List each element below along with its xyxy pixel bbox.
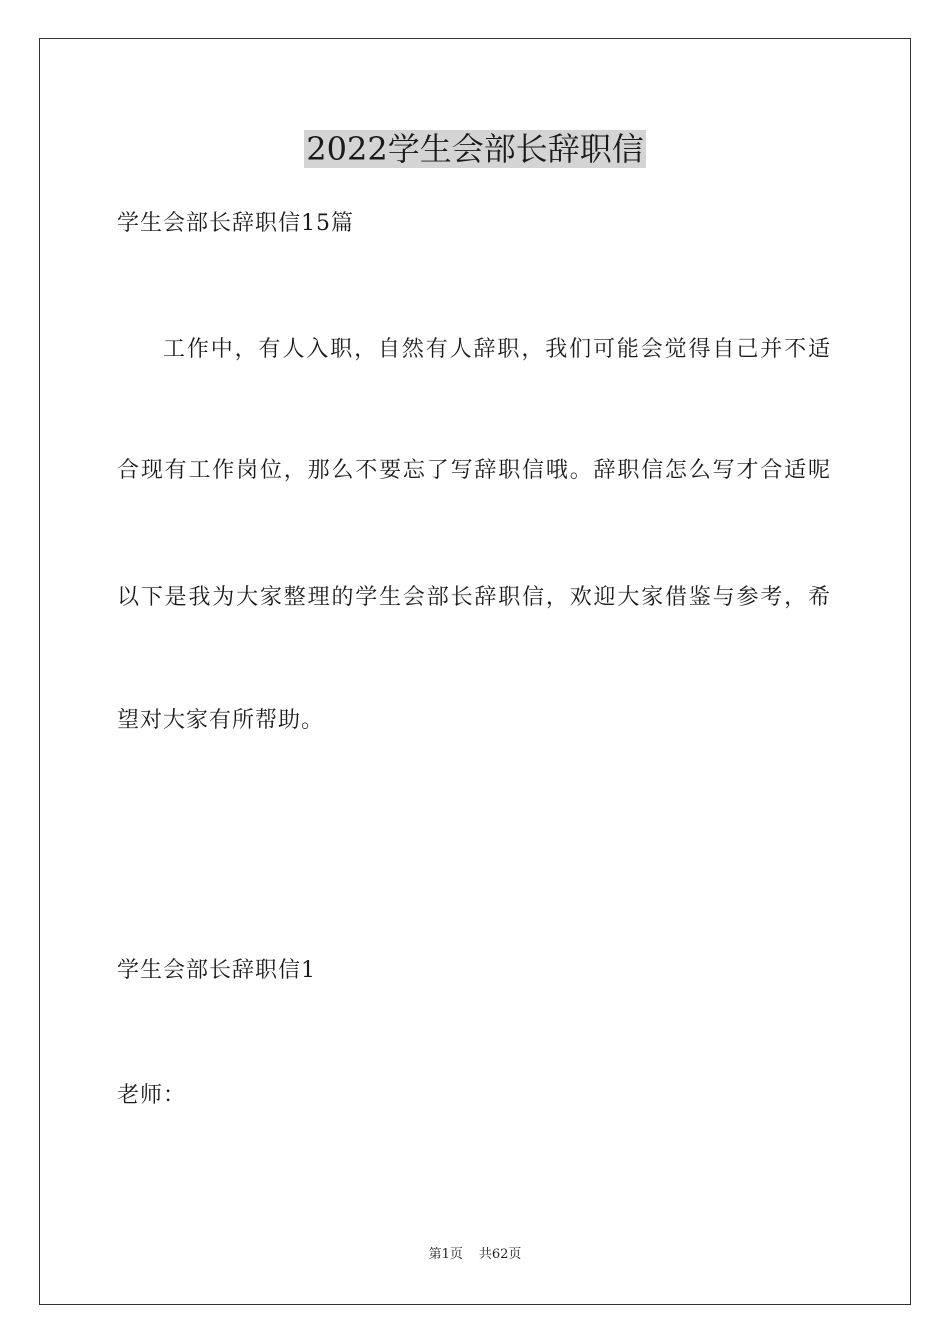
document-subtitle: 学生会部长辞职信15篇 [117,211,354,236]
page-total: 共62页 [478,1247,522,1262]
section-heading: 学生会部长辞职信1 [117,958,316,983]
intro-paragraph-line: 以下是我为大家整理的学生会部长辞职信，欢迎大家借鉴与参考，希 [117,585,831,610]
intro-paragraph-line: 合现有工作岗位，那么不要忘了写辞职信哦。辞职信怎么写才合适呢 [117,458,831,483]
intro-paragraph-line: 工作中，有人入职，自然有人辞职，我们可能会觉得自己并不适 [163,337,831,362]
intro-paragraph-line: 望对大家有所帮助。 [117,708,325,733]
document-title-text: 2022学生会部长辞职信 [306,130,644,168]
page-number: 第1页 [428,1247,463,1262]
document-title [0,126,950,172]
page-footer [0,1246,950,1264]
salutation: 老师： [117,1083,187,1108]
